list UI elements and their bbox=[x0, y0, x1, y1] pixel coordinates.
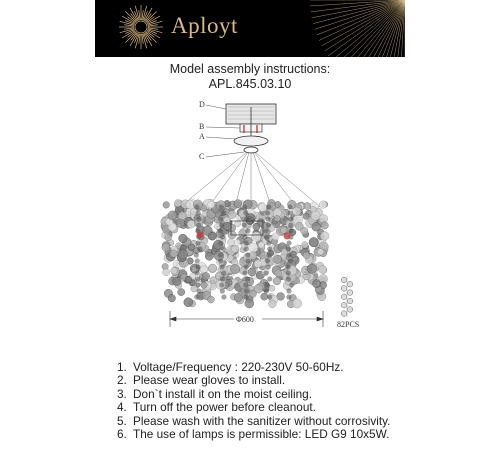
corner-rays bbox=[310, 0, 405, 57]
list-item: 6. The use of lamps is permissible: LED G9 10x5W. bbox=[117, 427, 390, 442]
assembly-diagram bbox=[0, 95, 500, 350]
pieces-count: 82PCS bbox=[337, 320, 360, 329]
page-title: Model assembly instructions: bbox=[169, 62, 331, 76]
list-item: 4. Turn off the power before cleanout. bbox=[117, 400, 316, 415]
crystal-strand-detail bbox=[341, 276, 353, 317]
label-a: A bbox=[199, 132, 205, 141]
brand-name: Aployt bbox=[171, 13, 238, 38]
list-item: 5. Please wash with the sanitizer without corrosivity. bbox=[117, 413, 391, 428]
instruction-list bbox=[117, 361, 390, 441]
dimension-label: Φ600 bbox=[236, 315, 254, 324]
list-item: 2. Please wear gloves to install. bbox=[117, 373, 286, 388]
label-b: B bbox=[199, 122, 205, 131]
banner-art bbox=[95, 0, 405, 57]
crystal-cluster bbox=[161, 199, 329, 308]
label-d: D bbox=[199, 100, 205, 109]
model-number: APL.845.03.10 bbox=[208, 77, 292, 91]
list-item: 3. Don`t install it on the moist ceiling. bbox=[117, 386, 312, 401]
lamp-marker-right bbox=[284, 233, 291, 240]
lamp-marker-left bbox=[197, 232, 204, 239]
label-c: C bbox=[199, 152, 205, 161]
canopy bbox=[234, 136, 268, 146]
list-item: 1. Voltage/Frequency : 220-230V 50-60Hz. bbox=[117, 360, 344, 374]
sunburst-icon bbox=[119, 5, 163, 49]
brand-banner bbox=[95, 0, 405, 57]
